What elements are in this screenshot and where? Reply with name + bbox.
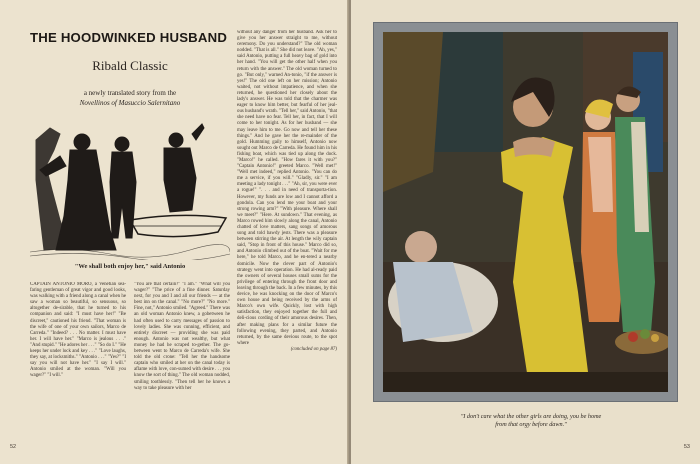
ornate-frame: [373, 22, 678, 402]
page-number-right: 53: [683, 444, 690, 450]
page-number-left: 52: [10, 444, 17, 450]
intro-line-2: Novellinos of Masuccio Salernitano: [79, 99, 181, 107]
right-page: [351, 0, 700, 464]
intro-line-1: a newly translated story from the: [83, 89, 177, 97]
body-column-2: [134, 282, 230, 430]
left-page: [0, 0, 349, 464]
body-column-3: [237, 30, 337, 430]
body-column-1: [30, 282, 126, 430]
caption-line-1: "I don't care what the other girls are doing, you be home: [460, 413, 602, 420]
column-2-text: "You are that certain?" "I am." "What will you wager?" "The price of a fine dinner. Saturday next, for you and I and all our friends — at the best inn on the canal." "No more?" "No more." Fine, not," Antonio smiled. "Agreed." There was an old woman Antonio knew, a gobetween he had often used to carry messages of passion to lovely ladies. She was cunning, efficient, and entirely discreet — providing she was paid enough. Antonio was not wealthy, but what money he had he scraped to-gether. The go-between went to Marco de Carreda's wife. She told the old crone: "Tell her the handsome captain who smiled at her on the canal today is aflame with love, con-sumed with desire . . . you know the sort of thing." The old woman nodded, smiling toothlessly. "Then tell her he knows a way to take pleasure with her: [134, 282, 230, 391]
caption-line-2: from that orgy before dawn.": [495, 421, 567, 428]
painted-illustration: [383, 32, 668, 392]
ink-sketch-illustration: [30, 120, 230, 260]
cartoon-caption: [411, 413, 651, 429]
story-intro: [30, 88, 230, 108]
column-1-text: CAPTAIN ANTONIO MORO, a Venetian sea-faring gentleman of great vigor and good looks, was walking with a friend along a canal when he saw a woman so beautiful, so sensuous, so altogether de-sirable, that he turned to his companion and said: "I must have her!" "Be discreet," cautioned his friend. "That woman is the wife of one of your own sailors, Marco de Carreda." "Indeed? . . . No matter. I must have her. I will have her." "Marco is jealous . . ." "And stupid." "He adores her . . ." "So do I." "He keeps her under lock and key . . ." "Love laughs, they say, at locksmiths." "Antonio . . ." "Yes?" "I say you will not have her." "I say I will." Antonio smiled at the woman. "Will you wager?" "I will.": [30, 282, 126, 379]
story-title: THE HOODWINKED HUSBAND: [30, 30, 228, 45]
story-subtitle: Ribald Classic: [92, 58, 168, 73]
sketch-caption: "We shall both enjoy her," said Antonio: [74, 263, 186, 270]
continued-note: (concluded on page 87): [290, 346, 337, 352]
column-3-text: without any danger from her husband. Ask her to give you her answer straight to me, without ceremony. Do you understand?" The old woman nodded. "That is all." She did not leave. "Ah, yes," said Antonio, putting a full heavy bag of gold into her hand. "You will get the other half when you return with the answer." The old woman turned to go. "But only," warned An-tonio, "if the answer is yes!" The old one left on her mission; Antonio waited, not without impatience, and when she returned, he questioned her closely about the lady's answer. He was told that the charmer was eager to know him better, but fearful of her jeal-ous husband's wrath. "Tell her," said Antonio, "that she need have no fear. Tell her, in fact, that I will come to her tonight. As for her husband — she may leave him to me. Go now and tell her these things." And he gave her the re-mainder of the gold. Humming gaily to himself, Antonio now sought out Marco de Carreda. He found him in his fishing boat, which was tied up along the dock. "Marco!" he called. "How fares it with you?" "Captain Antonio!" greeted Marco. "Well met!" "Well met indeed," replied Antonio. "You can do me a service, if you will." "Gladly, sir." "I am meeting a lady tonight . . ." "Ah, sir, you were ever a rogue!" ". . . and in need of transporta-tion. However, my funds are low and I cannot afford a gondola. Can you lend me your boat and your strong rowing arm?" "With pleasure. Where shall we meet?" "Here. At sundown." That evening, as Marco rowed him slowly along the canal, Antonio chatted of love matters, sang songs of amorous song and told bawdy jests. There was a pleasure between stirring the air. At length the wily captain said, "Stop in front of this house." Marco did so, and Antonio climbed out of the boat. "Wait for me here," he told Marco, and he en-tered a nearby domicile. Now the clever part of Antonio's strategy went into operation. He had al-ready paid the owners of several houses small sums for the privilege of entering through the front door and leaving through the back. In a few minutes, by this device, he was knocking on the door of Marco's own house and being received by the arms of Marco's own wife. Quickly, lost with high satisfaction, they enjoyed together the full and deli-cious cording of their amorous desires. Then, after making plans for a similar future the following evening, they parted, and Antonio returned, by the same devious route, to the spot where: [237, 30, 337, 346]
